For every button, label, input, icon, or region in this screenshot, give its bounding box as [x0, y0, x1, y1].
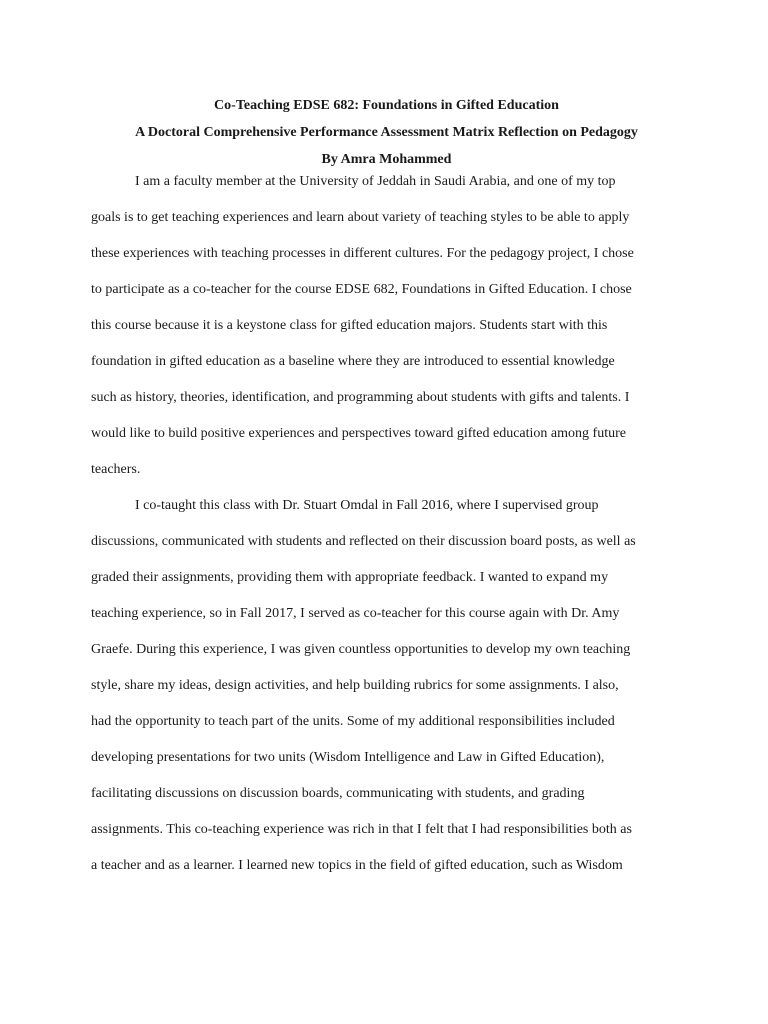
- paragraph-line: teaching experience, so in Fall 2017, I served as co-teacher for this course again with Dr. Amy: [91, 606, 620, 621]
- paragraph-line: teachers.: [91, 462, 141, 477]
- paragraph-line: to participate as a co-teacher for the course EDSE 682, Foundations in Gifted Education. I chose: [91, 282, 632, 297]
- paragraph-line: would like to build positive experiences and perspectives toward gifted education among future: [91, 426, 626, 441]
- paragraph-line: assignments. This co-teaching experience was rich in that I felt that I had responsibilities both as: [91, 822, 632, 837]
- paragraph-line: a teacher and as a learner. I learned new topics in the field of gifted education, such as Wisdom: [91, 858, 623, 873]
- paragraph-line: graded their assignments, providing them with appropriate feedback. I wanted to expand my: [91, 570, 609, 585]
- document-subtitle: A Doctoral Comprehensive Performance Assessment Matrix Reflection on Pedagogy: [135, 125, 638, 140]
- paragraph-line: Graefe. During this experience, I was given countless opportunities to develop my own teaching: [91, 642, 631, 657]
- paragraph-line: style, share my ideas, design activities, and help building rubrics for some assignments. I also,: [91, 678, 619, 693]
- paragraph-line: developing presentations for two units (Wisdom Intelligence and Law in Gifted Education),: [91, 750, 605, 765]
- paragraph-line: this course because it is a keystone class for gifted education majors. Students start with this: [91, 318, 608, 333]
- paragraph-1: [91, 164, 682, 488]
- document-author: By Amra Mohammed: [321, 152, 452, 167]
- paragraph-line: I co-taught this class with Dr. Stuart Omdal in Fall 2016, where I supervised group: [135, 498, 599, 513]
- paragraph-line: discussions, communicated with students and reflected on their discussion board posts, as well as: [91, 534, 636, 549]
- paragraph-line: foundation in gifted education as a baseline where they are introduced to essential knowledge: [91, 354, 615, 369]
- paragraph-line: these experiences with teaching processes in different cultures. For the pedagogy project, I chose: [91, 246, 634, 261]
- paragraph-line: had the opportunity to teach part of the units. Some of my additional responsibilities included: [91, 714, 615, 729]
- paragraph-line: I am a faculty member at the University of Jeddah in Saudi Arabia, and one of my top: [135, 174, 616, 189]
- paragraph-line: goals is to get teaching experiences and learn about variety of teaching styles to be able to apply: [91, 210, 630, 225]
- paragraph-line: such as history, theories, identification, and programming about students with gifts and talents. I: [91, 390, 630, 405]
- paragraph-2: [91, 488, 682, 884]
- paragraph-line: facilitating discussions on discussion boards, communicating with students, and grading: [91, 786, 585, 801]
- document-title: Co-Teaching EDSE 682: Foundations in Gifted Education: [214, 98, 559, 113]
